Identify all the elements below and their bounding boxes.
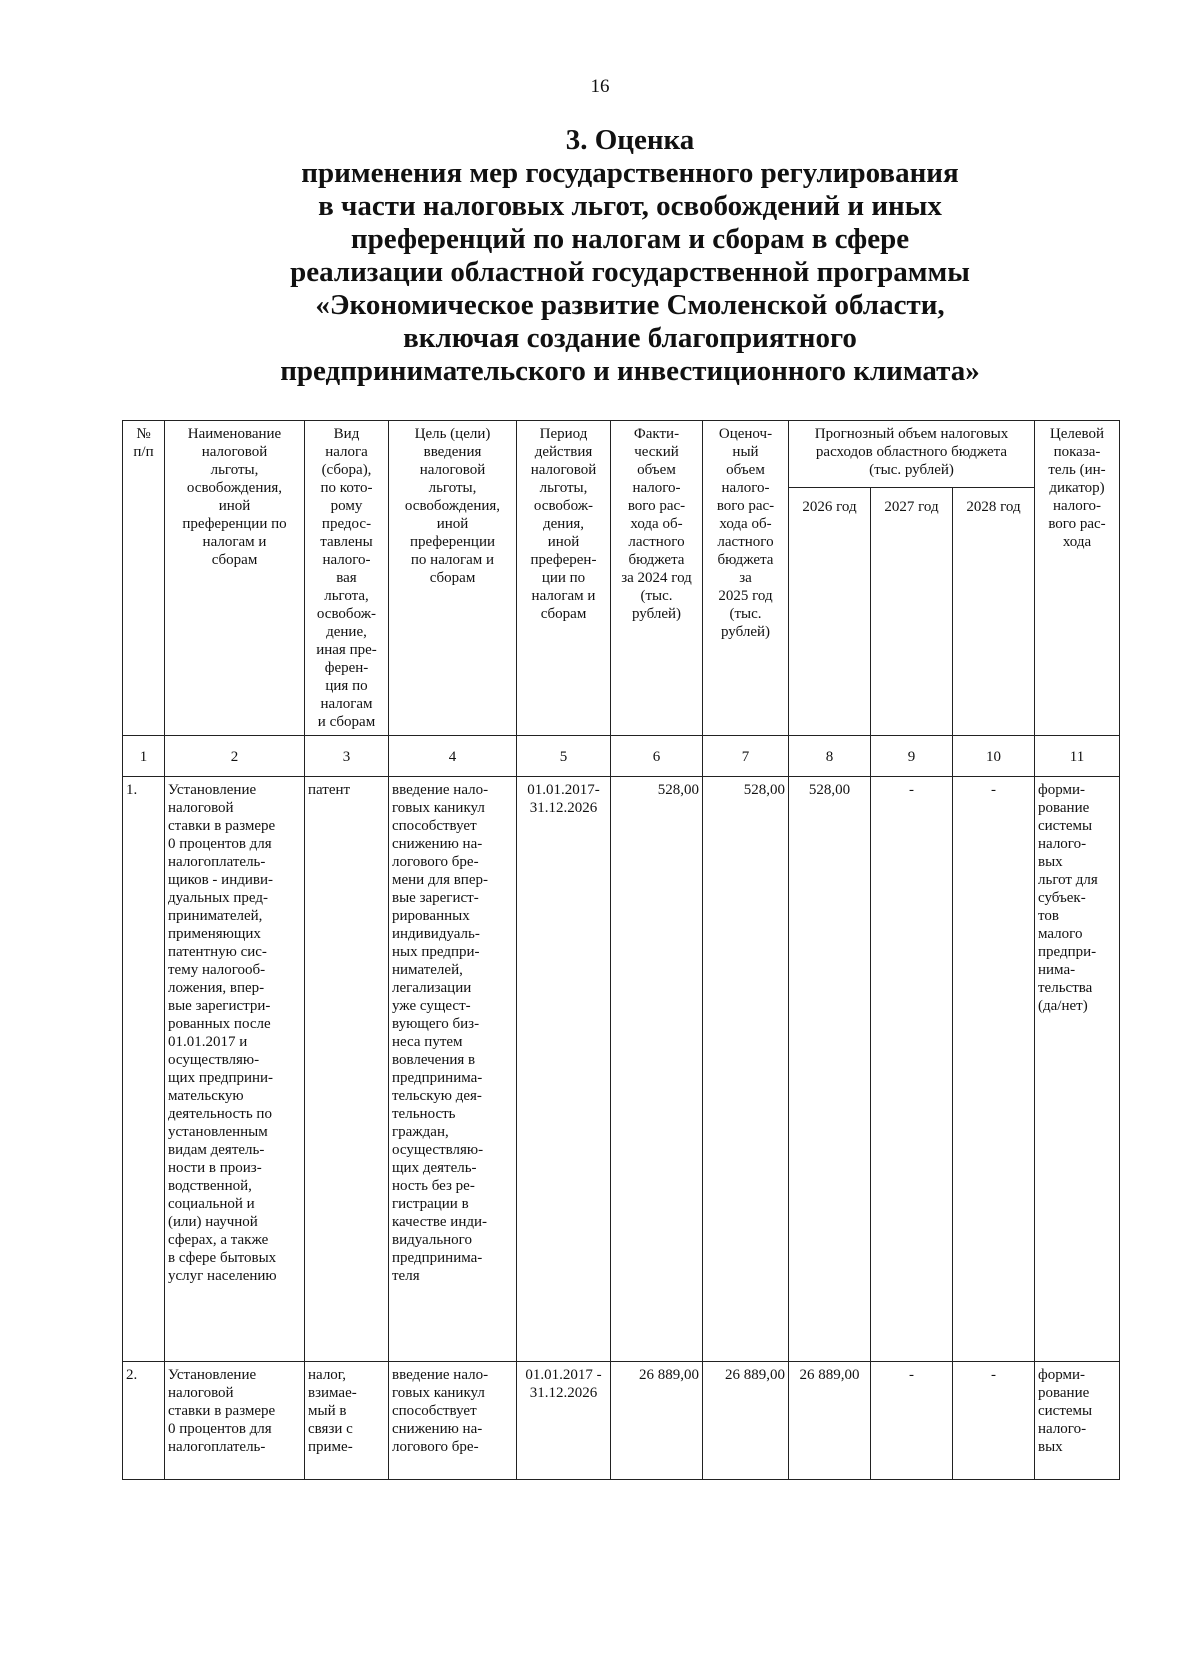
header-target: Целевой показа- тель (ин- дикатор) налого- вого рас- хода — [1035, 421, 1120, 736]
header-year-2026: 2026 год — [789, 488, 871, 736]
row-num: 2. — [123, 1362, 165, 1480]
title-line: «Экономическое развитие Смоленской области, — [315, 289, 945, 321]
row-year-2028: - — [953, 777, 1035, 1362]
row-num: 1. — [123, 777, 165, 1362]
column-number: 8 — [789, 736, 871, 777]
title-line: в части налоговых льгот, освобождений и иных — [318, 190, 942, 222]
title-line: 3. Оценка — [565, 124, 695, 156]
row-year-2026: 26 889,00 — [789, 1362, 871, 1480]
header-row — [123, 421, 1120, 488]
header-year-2028: 2028 год — [953, 488, 1035, 736]
row-target: форми- рование системы налого- вых — [1035, 1362, 1120, 1480]
header-goal: Цель (цели) введения налоговой льготы, освобождения, иной преференции по налогам и сборам — [389, 421, 517, 736]
page-number: 16 — [590, 76, 610, 97]
row-target: форми- рование системы налого- вых льгот для субъек- тов малого предпри- нима- тельства (да/нет) — [1035, 777, 1120, 1362]
row-year-2028: - — [953, 1362, 1035, 1480]
column-number: 5 — [517, 736, 611, 777]
column-number: 6 — [611, 736, 703, 777]
column-number: 2 — [165, 736, 305, 777]
row-period: 01.01.2017 - 31.12.2026 — [517, 1362, 611, 1480]
column-number: 1 — [123, 736, 165, 777]
row-goal: введение нало- говых каникул способствует снижению на- логового бре- — [389, 1362, 517, 1480]
row-name: Установление налоговой ставки в размере 0 процентов для налогоплатель- щиков - индиви- дуальных пред- принимателей, применяющих патентную сис- тему налогооб- ложения, впер- вые зарегистри- рованных после 01.01.2017 и осуществляю- щих предприни- мательскую деятельность по установленным видам деятель- ности в произ- водственной, социальной и (или) научной сферах, а также в сфере бытовых услуг населению — [165, 777, 305, 1362]
row-estimated: 528,00 — [703, 777, 789, 1362]
column-number: 3 — [305, 736, 389, 777]
header-estimated: Оценоч- ный объем налого- вого рас- хода об- ластного бюджета за 2025 год (тыс. рублей) — [703, 421, 789, 736]
row-year-2027: - — [871, 1362, 953, 1480]
row-estimated: 26 889,00 — [703, 1362, 789, 1480]
header-year-2027: 2027 год — [871, 488, 953, 736]
row-actual: 26 889,00 — [611, 1362, 703, 1480]
row-year-2026: 528,00 — [789, 777, 871, 1362]
header-num: № п/п — [123, 421, 165, 736]
title-line: реализации областной государственной программы — [290, 256, 970, 288]
row-tax-type: патент — [305, 777, 389, 1362]
table-row — [123, 1362, 1120, 1480]
tax-expenditure-table — [122, 420, 1120, 1480]
header-tax-type: Вид налога (сбора), по кото- рому предос- тавлены налого- вая льгота, освобож- дение, иная пре- ферен- ция по налогам и сборам — [305, 421, 389, 736]
row-name: Установление налоговой ставки в размере 0 процентов для налогоплатель- — [165, 1362, 305, 1480]
title-line: предпринимательского и инвестиционного климата» — [280, 355, 980, 387]
header-period: Период действия налоговой льготы, освобож- дения, иной преферен- ции по налогам и сборам — [517, 421, 611, 736]
header-forecast-group: Прогнозный объем налоговых расходов областного бюджета (тыс. рублей) — [789, 421, 1035, 488]
column-number: 4 — [389, 736, 517, 777]
title-line: включая создание благоприятного — [403, 322, 857, 354]
column-number: 10 — [953, 736, 1035, 777]
row-goal: введение нало- говых каникул способствует снижению на- логового бре- мени для впер- вые зарегист- рированных индивидуаль- ных предпри- нимателей, легализации уже сущест- вующего биз- неса путем вовлечения в предпринима- тельскую дея- тельность граждан, осуществляю- щих деятель- ность без ре- гистрации в качестве инди- видуального предпринима- теля — [389, 777, 517, 1362]
row-period: 01.01.2017- 31.12.2026 — [517, 777, 611, 1362]
title-line: преференций по налогам и сборам в сфере — [350, 223, 910, 255]
row-tax-type: налог, взимае- мый в связи с приме- — [305, 1362, 389, 1480]
column-number: 7 — [703, 736, 789, 777]
header-name: Наименование налоговой льготы, освобождения, иной преференции по налогам и сборам — [165, 421, 305, 736]
document-title — [0, 124, 1200, 388]
header-actual: Факти- ческий объем налого- вого рас- хода об- ластного бюджета за 2024 год (тыс. рублей) — [611, 421, 703, 736]
row-year-2027: - — [871, 777, 953, 1362]
column-number: 9 — [871, 736, 953, 777]
title-line: применения мер государственного регулирования — [301, 157, 959, 189]
column-number-row — [123, 736, 1120, 777]
row-actual: 528,00 — [611, 777, 703, 1362]
table-row — [123, 777, 1120, 1362]
column-number: 11 — [1035, 736, 1120, 777]
